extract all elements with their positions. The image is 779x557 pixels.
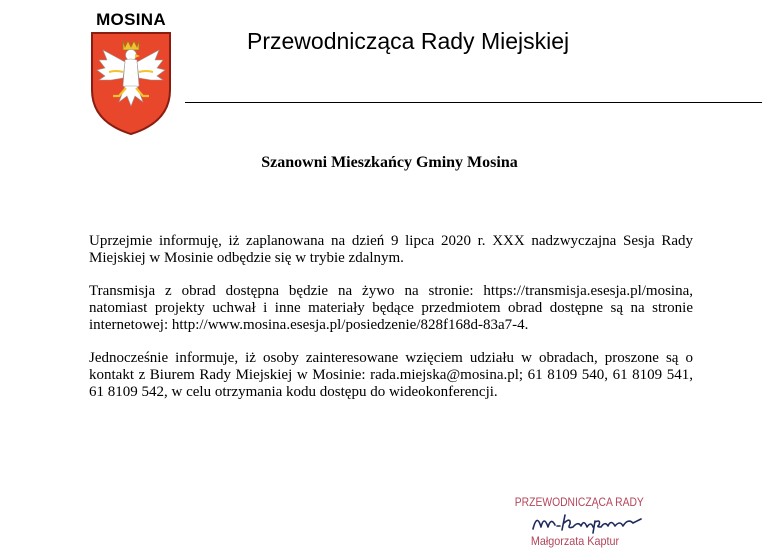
coat-of-arms	[86, 10, 176, 136]
paragraph-transmission: Transmisja z obrad dostępna będzie na żywo na stronie: https://transmisja.esesja.pl/mosina, natomiast projekty uchwał i inne materiały będące przedmiotem obrad dostępne są na stronie internetowej: http://www.mosina.esesja.pl/posiedzenie/828f168d-83a7-4.	[89, 283, 693, 333]
letter-body	[89, 233, 693, 417]
stamp-name: Małgorzata Kaptur	[530, 534, 620, 548]
crest-label: MOSINA	[96, 10, 166, 29]
letter-greeting: Szanowni Mieszkańcy Gminy Mosina	[261, 154, 518, 171]
page-title: Przewodnicząca Rady Miejskiej	[247, 28, 570, 54]
paragraph-session-info: Uprzejmie informuję, iż zaplanowana na dzień 9 lipca 2020 r. XXX nadzwyczajna Sesja Rady Miejskiej w Mosinie odbędzie się w trybie zdalnym.	[89, 233, 693, 266]
eagle-crest-icon	[89, 30, 173, 136]
header-divider	[185, 102, 762, 103]
handwritten-signature	[529, 507, 649, 535]
signature-stamp	[505, 495, 645, 553]
stamp-title: PRZEWODNICZĄCA RADY	[514, 495, 644, 509]
paragraph-contact: Jednocześnie informuje, iż osoby zainteresowane wzięciem udziału w obradach, proszone są o kontakt z Biurem Rady Miejskiej w Mosinie: rada.miejska@mosina.pl; 61 8109 540, 61 8109 541, 61 8109 542, w celu otrzymania kodu dostępu do wideokonferencji.	[89, 350, 693, 400]
